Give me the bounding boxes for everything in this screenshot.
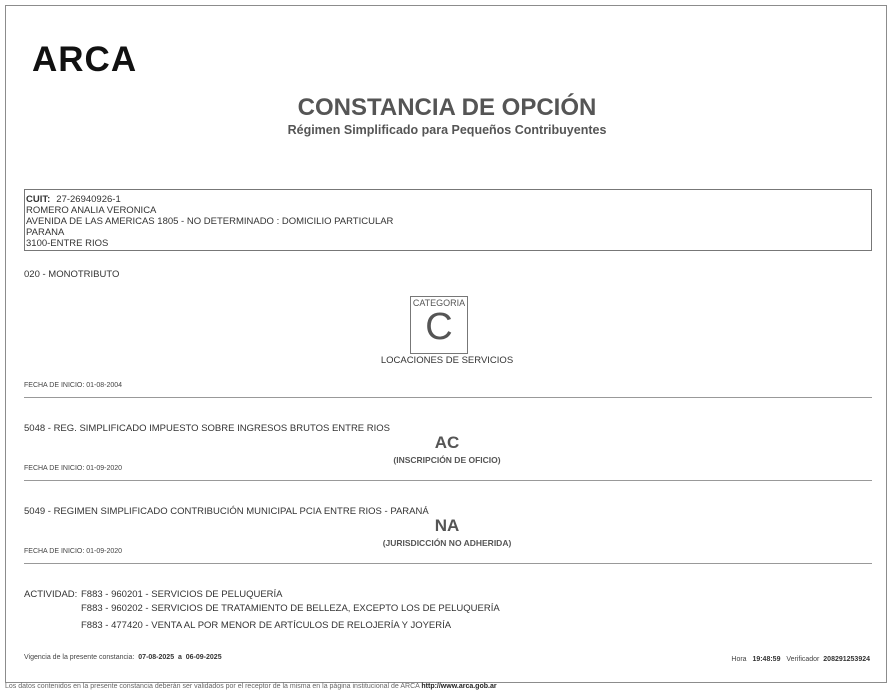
activity-item: F883 - 477420 - VENTA AL POR MENOR DE ARTÍCULOS DE RELOJERÍA Y JOYERÍA [81,620,452,631]
activity-label: ACTIVIDAD: [24,589,78,600]
activity-item: F883 - 960201 - SERVICIOS DE PELUQUERÍA [81,589,283,600]
cuit-value: 27-26940926-1 [56,194,121,205]
verifier-label: Verificador [786,656,820,663]
taxpayer-address: AVENIDA DE LAS AMERICAS 1805 - NO DETERMINADO : DOMICILIO PARTICULAR [26,216,394,227]
verifier-value: 208291253924 [823,656,870,663]
constancia-document [5,5,887,683]
monotributo-title: 020 - MONOTRIBUTO [24,269,120,280]
verification-line [731,656,870,663]
arca-url-link[interactable]: http://www.arca.gob.ar [421,683,497,690]
iibb-code: AC [434,433,460,452]
category-description: LOCACIONES DE SERVICIOS [380,355,514,366]
activity-item: F883 - 960202 - SERVICIOS DE TRATAMIENTO DE BELLEZA, EXCEPTO LOS DE PELUQUERÍA [81,603,500,614]
disclaimer-text: Los datos contenidos en la presente constancia deberán ser validados por el receptor de la misma en la página institucional de ARCA [5,683,420,690]
taxpayer-box [24,189,872,251]
taxpayer-postal: 3100-ENTRE RIOS [26,238,109,249]
taxpayer-name: ROMERO ANALIA VERONICA [26,205,157,216]
document-title: CONSTANCIA DE OPCIÓN [297,94,597,121]
validity-line [24,654,222,661]
municipal-start-date: FECHA DE INICIO: 01-09-2020 [24,548,123,555]
disclaimer [5,683,497,690]
cuit-line [26,194,871,205]
monotributo-start-date: FECHA DE INICIO: 01-08-2004 [24,382,123,389]
category-label: CATEGORIA [412,298,466,308]
validity-to: 06-09-2025 [185,654,222,661]
iibb-code-description: (INSCRIPCIÓN DE OFICIO) [393,455,501,465]
section-divider [24,563,872,564]
municipal-regime-title: 5049 - REGIMEN SIMPLIFICADO CONTRIBUCIÓN MUNICIPAL PCIA ENTRE RIOS - PARANÁ [24,506,429,517]
section-divider [24,397,872,398]
arca-logo: ARCA [32,40,138,79]
municipal-code-description: (JURISDICCIÓN NO ADHERIDA) [382,538,512,548]
time-label: Hora [731,656,747,663]
validity-from: 07-08-2025 [138,654,175,661]
validity-label: Vigencia de la presente constancia: [24,654,135,661]
category-box [410,296,468,354]
category-letter: C [425,306,453,348]
validity-separator: a [177,654,182,661]
time-value: 19:48:59 [752,656,781,663]
taxpayer-city: PARANA [26,227,65,238]
municipal-code: NA [434,516,460,535]
document-subtitle: Régimen Simplificado para Pequeños Contribuyentes [287,123,607,137]
iibb-regime-title: 5048 - REG. SIMPLIFICADO IMPUESTO SOBRE INGRESOS BRUTOS ENTRE RIOS [24,423,391,434]
iibb-start-date: FECHA DE INICIO: 01-09-2020 [24,465,123,472]
section-divider [24,480,872,481]
cuit-label: CUIT: [26,194,51,205]
